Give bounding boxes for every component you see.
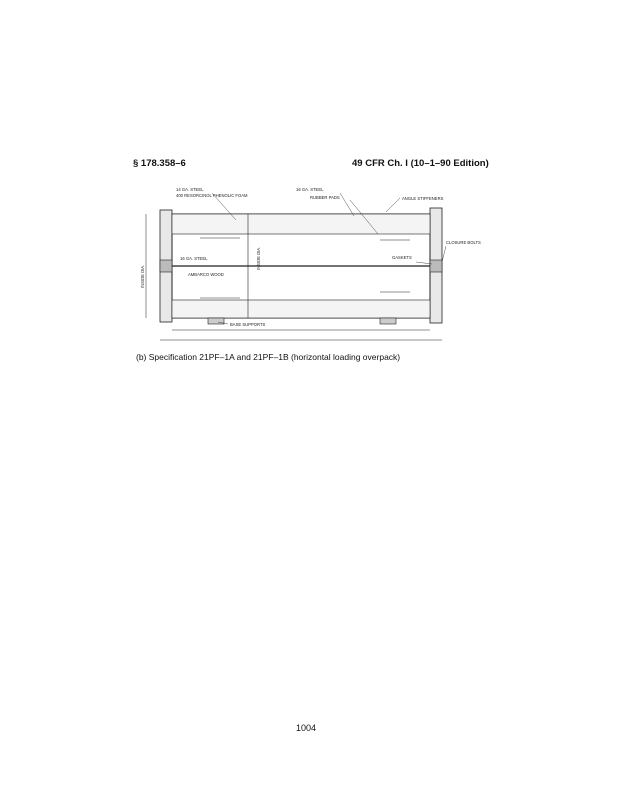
label-ambarco-wood: AMBARCO WOOD xyxy=(188,272,224,277)
label-16ga-steel: 16 GA. STEEL xyxy=(296,187,324,192)
label-base-supports: BASE SUPPORTS xyxy=(230,322,266,327)
label-gaskets: GASKETS xyxy=(392,255,412,260)
closure-bolt-left xyxy=(160,260,172,272)
label-closure-bolts: CLOSURE BOLTS xyxy=(446,240,481,245)
lower-foam-layer xyxy=(172,300,430,318)
page-number: 1004 xyxy=(296,723,317,733)
label-angle-stiffeners: ANGLE STIFFENERS xyxy=(402,196,444,201)
base-support-right xyxy=(380,318,396,324)
label-phenolic-foam: 400 RESORCINOL PHENOLIC FOAM xyxy=(176,193,248,198)
figure-caption: (b) Specification 21PF–1A and 21PF–1B (horizontal loading overpack) xyxy=(136,352,401,362)
label-14ga-steel: 14 GA. STEEL xyxy=(176,187,204,192)
overpack-drawing xyxy=(140,180,481,350)
label-rubber-pads: RUBBER PADS xyxy=(310,195,340,200)
closure-bolt-right xyxy=(430,260,442,272)
base-support-left xyxy=(208,318,224,324)
section-number: § 178.358–6 xyxy=(133,158,186,169)
upper-foam-layer xyxy=(172,214,430,234)
label-inside-dim: INSIDE DIA. xyxy=(140,264,145,288)
label-16ga-steel-inner: 16 GA. STEEL xyxy=(180,256,208,261)
label-inside-dia: INSIDE DIA. xyxy=(256,246,261,270)
cfr-edition-header: 49 CFR Ch. I (10–1–90 Edition) xyxy=(352,158,489,169)
